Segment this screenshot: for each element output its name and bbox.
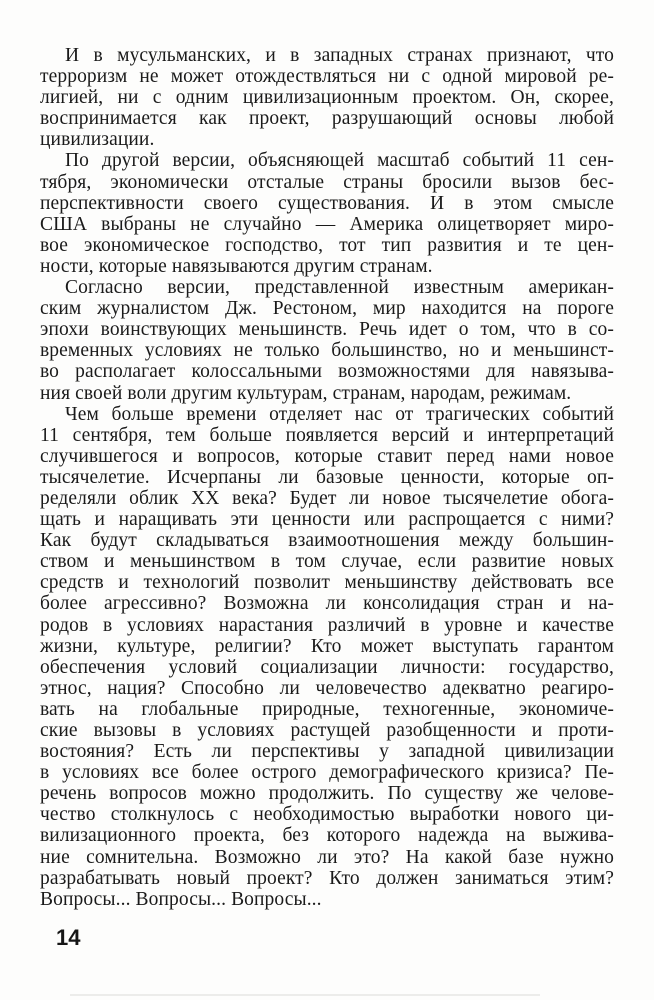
text-line: жизни, культуре, религии? Кто может выступать гарантом	[40, 635, 614, 657]
text-line: речень вопросов можно продолжить. По существу же челове-	[40, 783, 614, 805]
text-line: щать и наращивать эти ценности или распрощается с ними?	[40, 509, 614, 531]
text-line: случившегося и вопросов, которые ставит перед нами новое	[40, 445, 614, 467]
paragraph	[40, 277, 614, 404]
text-line: терроризм не может отождествляться ни с одной мировой ре-	[40, 66, 614, 88]
text-line: более агрессивно? Возможна ли консолидация стран и на-	[40, 593, 614, 615]
text-line: ности, которые навязываются другим странам.	[40, 255, 433, 277]
text-line: ния своей воли другим культурам, странам, народам, режимам.	[40, 382, 572, 404]
paragraph	[40, 150, 614, 277]
text-block	[40, 45, 614, 910]
text-line: США выбраны не случайно — Америка олицетворяет миро-	[40, 213, 614, 235]
text-line: 11 сентября, тем больше появляется версий и интерпретаций	[40, 424, 614, 446]
text-line: этнос, нация? Способно ли человечество адекватно реагиро-	[40, 677, 614, 699]
text-line: востояния? Есть ли перспективы у западной цивилизации	[40, 741, 614, 763]
text-line: чество столкнулось с необходимостью выработки нового ци-	[40, 804, 614, 826]
paragraph	[40, 404, 614, 910]
text-line: во располагает колоссальными возможностями для навязыва-	[40, 361, 614, 383]
text-line: И в мусульманских, и в западных странах признают, что	[65, 45, 614, 66]
text-line: лигией, ни с одним цивилизационным проектом. Он, скорее,	[40, 87, 614, 109]
text-line: родов в условиях нарастания различий в уровне и качестве	[40, 614, 614, 636]
text-line: разрабатывать новый проект? Кто должен заниматься этим?	[40, 867, 614, 889]
text-line: в условиях все более острого демографического кризиса? Пе-	[40, 762, 614, 784]
text-line: ределяли облик XX века? Будет ли новое тысячелетие обога-	[40, 487, 614, 509]
text-line: тысячелетие. Исчерпаны ли базовые ценности, которые оп-	[40, 466, 614, 488]
text-line: средств и технологий позволит меньшинству действовать все	[40, 572, 614, 594]
text-line: Согласно версии, представленной известным американ-	[65, 277, 614, 299]
page-number: 14	[56, 925, 81, 950]
text-line: ские вызовы в условиях растущей разобщенности и проти-	[40, 720, 614, 741]
text-line: Как будут складываться взаимоотношения между большин-	[40, 530, 614, 552]
text-line: цивилизации.	[40, 129, 155, 151]
text-line: ние сомнительна. Возможно ли это? На какой базе нужно	[40, 846, 614, 868]
text-line: обеспечения условий социализации личности: государство,	[40, 656, 614, 678]
text-line: эпохи воинствующих меньшинств. Речь идет о том, что в со-	[40, 319, 614, 341]
text-line: тября, экономически отсталые страны бросили вызов бес-	[40, 171, 614, 193]
text-line: воспринимается как проект, разрушающий основы любой	[40, 108, 614, 130]
text-line: Вопросы... Вопросы... Вопросы...	[40, 888, 322, 910]
text-line: перспективности своего существования. И в этом смысле	[40, 192, 614, 214]
text-line: Чем больше времени отделяет нас от трагических событий	[65, 403, 614, 425]
paragraph	[40, 45, 614, 150]
text-line: временных условиях не только большинство, но и меньшинст-	[40, 340, 614, 362]
text-line: вать на глобальные природные, техногенные, экономиче-	[40, 698, 614, 720]
text-line: ским журналистом Дж. Рестоном, мир находится на пороге	[40, 298, 614, 320]
text-line: вилизационного проекта, без которого надежда на выжива-	[40, 825, 614, 847]
scan-edge-artifact	[70, 994, 540, 996]
text-line: вое экономическое господство, тот тип развития и те цен-	[40, 234, 614, 256]
text-line: ством и меньшинством в том случае, если развитие новых	[40, 551, 614, 573]
text-line: По другой версии, объясняющей масштаб событий 11 сен-	[65, 150, 614, 172]
